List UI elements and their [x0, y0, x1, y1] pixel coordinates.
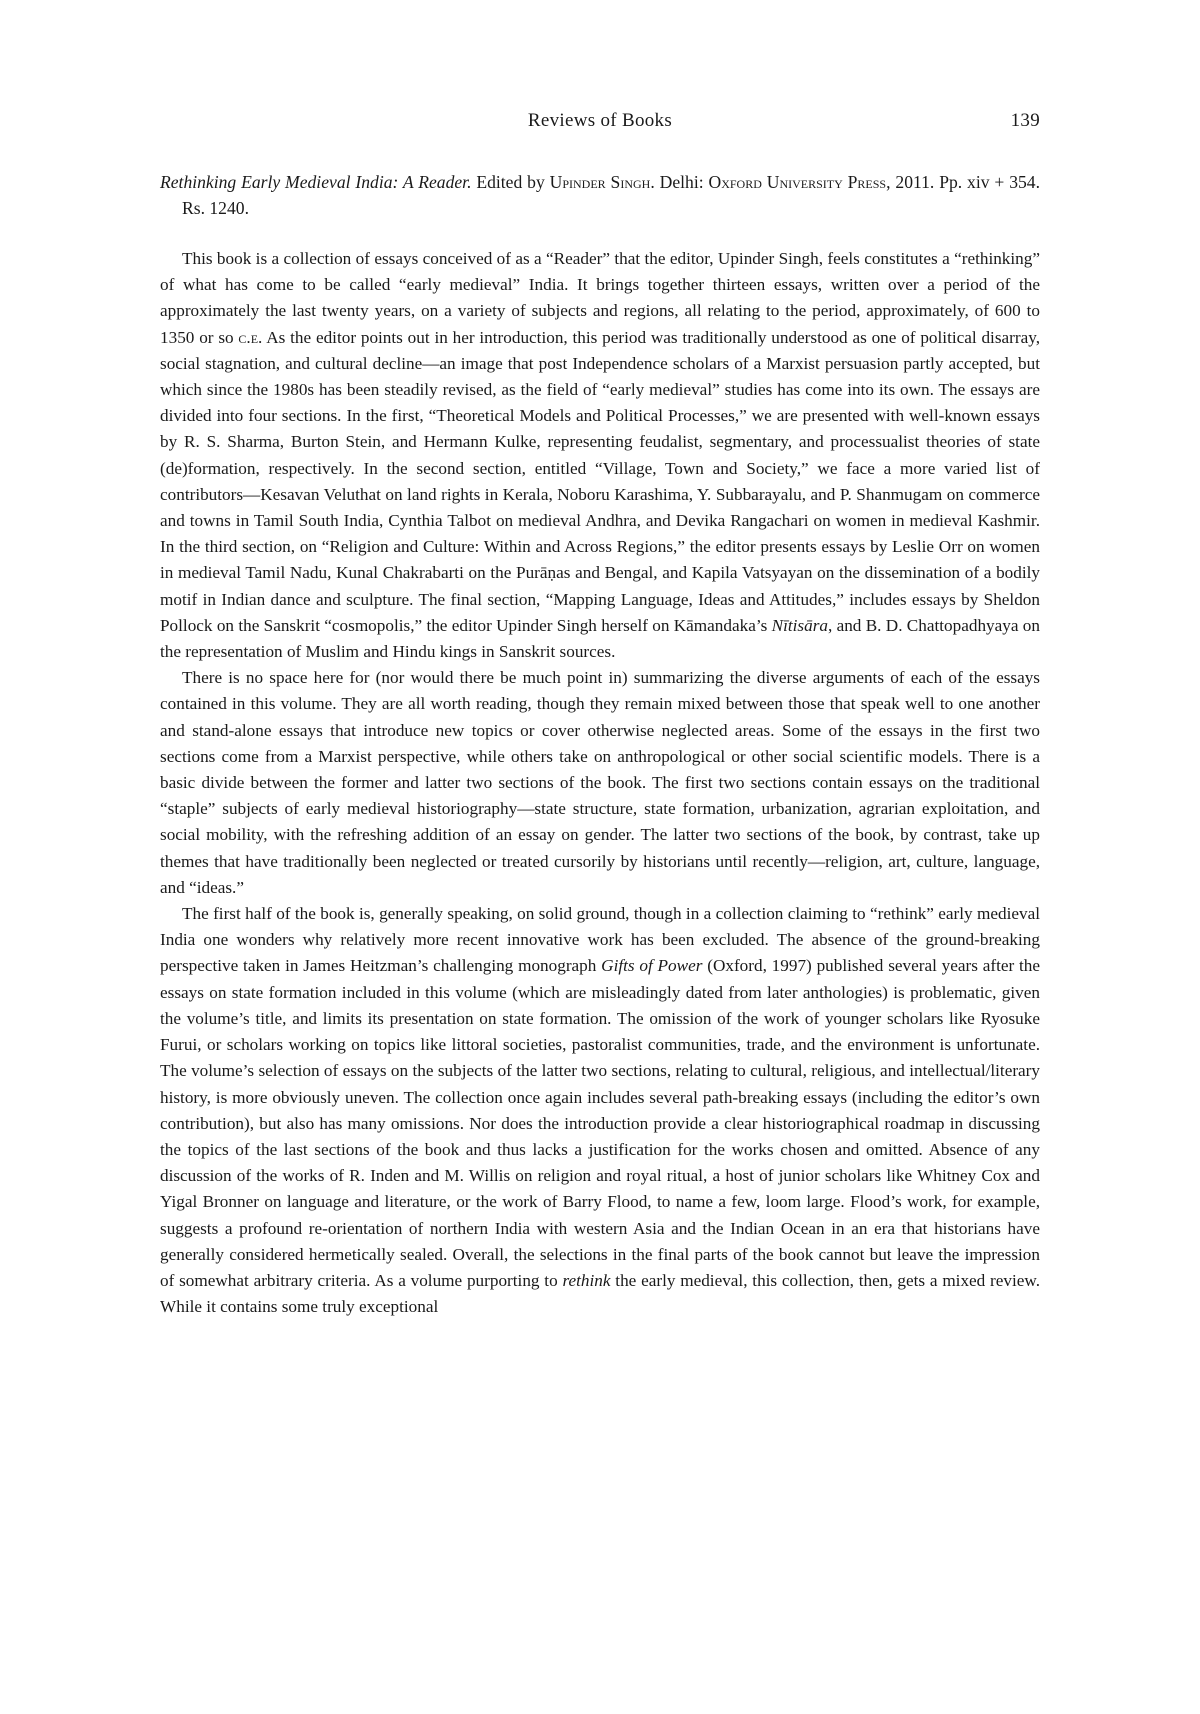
- paragraph-1-text-a: This book is a collection of essays conceived of as a “Reader” that the editor, Upinder Singh, feels constitutes a “rethinking” of what has come to be called “early medieval” India. It brings together thirteen essays, written over a period of the approximately the last twenty years, on a variety of subjects and regions, all relating to the period, approximately, of 600 to 1350 or so: [160, 249, 1040, 347]
- publisher-name: Oxford University Press: [708, 172, 887, 192]
- paragraph-2: There is no space here for (nor would there be much point in) summarizing the diverse arguments of each of the essays contained in this volume. They are all worth reading, though they remain mixed between those that speak well to one another and stand-alone essays that introduce new topics or cover otherwise neglected areas. Some of the essays in the first two sections come from a Marxist perspective, while others take on anthropological or other social scientific models. There is a basic divide between the former and latter two sections of the book. The first two sections contain essays on the traditional “staple” subjects of early medieval historiography—state structure, state formation, urbanization, agrarian exploitation, and social mobility, with the refreshing addition of an essay on gender. The latter two sections of the book, by contrast, take up themes that have traditionally been neglected or treated cursorily by historians until recently—religion, art, culture, language, and “ideas.”: [160, 668, 1040, 897]
- publication-place: Delhi:: [659, 172, 704, 192]
- running-title: Reviews of Books: [527, 110, 673, 131]
- paragraph-1-text-c: , and B. D. Chattopadhyaya on the representation of Muslim and Hindu kings in Sanskrit sources.: [160, 615, 1040, 662]
- gifts-of-power-title: Gifts of Power: [601, 956, 703, 976]
- era-abbreviation: c.e.: [238, 327, 263, 347]
- book-citation: Rethinking Early Medieval India: A Reader. Edited by Upinder Singh. Delhi: Oxford University Press, 2011. Pp. xiv + 354. Rs. 1240.: [160, 172, 1040, 218]
- paragraph-3-text-a: The first half of the book is, generally speaking, on solid ground, though in a collection claiming to “rethink” early medieval India one wonders why relatively more recent innovative work has been excluded. The absence of the ground-breaking perspective taken in James Heitzman’s challenging monograph: [160, 904, 1040, 976]
- running-header: [160, 110, 1040, 140]
- paragraph-3-text-c: the early medieval, this collection, then, gets a mixed review. While it contains some truly exceptional: [160, 1270, 1041, 1317]
- editor-name: Upinder Singh: [549, 172, 651, 192]
- paragraph-3: [160, 901, 1040, 1320]
- review-body: [160, 246, 1040, 1320]
- edited-by-label: Edited by: [476, 172, 545, 192]
- page-number: 139: [1010, 110, 1040, 131]
- publication-details: , 2011. Pp. xiv + 354. Rs. 1240.: [182, 172, 1040, 218]
- rethink-emphasis: rethink: [562, 1270, 611, 1290]
- paragraph-3-text-b: (Oxford, 1997) published several years after the essays on state formation included in this volume (which are misleadingly dated from later anthologies) is problematic, given the volume’s title, and limits its presentation on state formation. The omission of the work of younger scholars like Ryosuke Furui, or scholars working on topics like littoral societies, pastoralist communities, trade, and the environment is unfortunate. The volume’s selection of essays on the subjects of the latter two sections, relating to cultural, religious, and intellectual/literary history, is more obviously uneven. The collection once again includes several path-breaking essays (including the editor’s own contribution), but also has many omissions. Nor does the introduction provide a clear historiographical roadmap in discussing the topics of the last sections of the book and thus lacks a justification for the works chosen and omitted. Absence of any discussion of the works of R. Inden and M. Willis on religion and royal ritual, a host of junior scholars like Whitney Cox and Yigal Bronner on language and literature, or the work of Barry Flood, to name a few, loom large. Flood’s work, for example, suggests a profound re-orientation of northern India with western Asia and the Indian Ocean in an era that historians have generally considered hermetically sealed. Overall, the selections in the final parts of the book cannot but leave the impression of somewhat arbitrary criteria. As a volume purporting to: [160, 956, 1040, 1290]
- book-title: Rethinking Early Medieval India: A Reader.: [160, 172, 472, 192]
- nitisara-title: Nītisāra: [771, 615, 828, 635]
- paragraph-1-text-b: As the editor points out in her introduction, this period was traditionally understood as one of political disarray, social stagnation, and cultural decline—an image that post Independence scholars of a Marxist persuasion partly accepted, but which since the 1980s has been steadily revised, as the field of “early medieval” studies has come into its own. The essays are divided into four sections. In the first, “Theoretical Models and Political Processes,” we are presented with well-known essays by R. S. Sharma, Burton Stein, and Hermann Kulke, representing feudalist, segmentary, and processualist theories of state (de)formation, respectively. In the second section, entitled “Village, Town and Society,” we face a more varied list of contributors—Kesavan Veluthat on land rights in Kerala, Noboru Karashima, Y. Subbarayalu, and P. Shanmugam on commerce and towns in Tamil South India, Cynthia Talbot on medieval Andhra, and Devika Rangachari on women in medieval Kashmir. In the third section, on “Religion and Culture: Within and Across Regions,” the editor presents essays by Leslie Orr on women in medieval Tamil Nadu, Kunal Chakrabarti on the Purāṇas and Bengal, and Kapila Vatsyayan on the dissemination of a bodily motif in Indian dance and sculpture. The final section, “Mapping Language, Ideas and Attitudes,” includes essays by Sheldon Pollock on the Sanskrit “cosmopolis,” the editor Upinder Singh herself on Kāmandaka’s: [160, 327, 1040, 635]
- paragraph-1: [160, 246, 1040, 665]
